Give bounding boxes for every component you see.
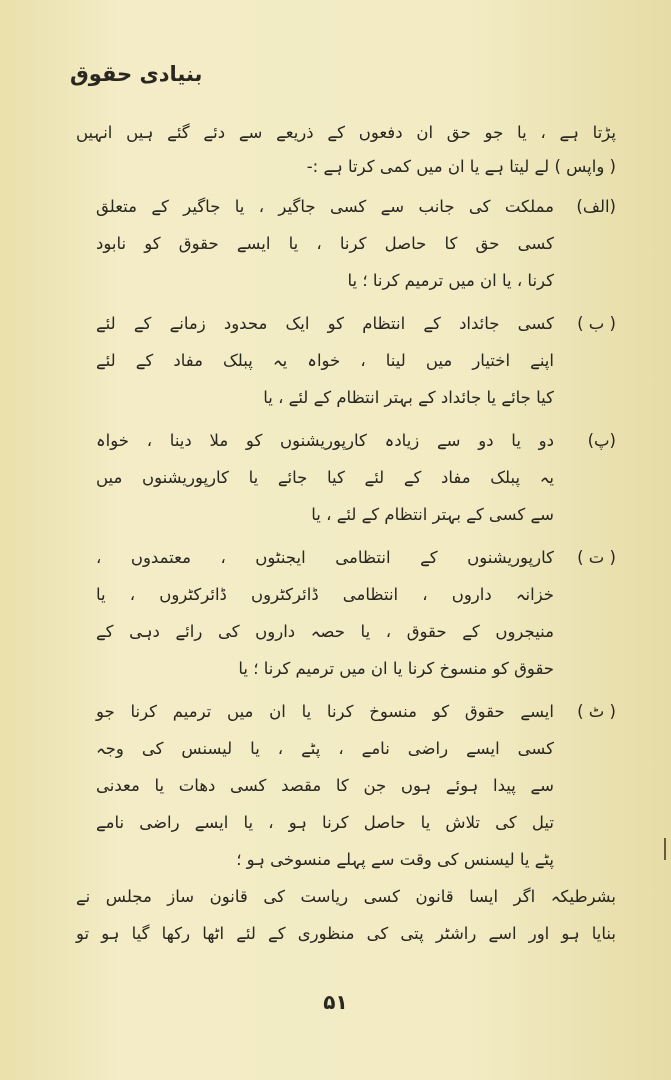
clause-line: مملکت کی جانب سے کسی جاگیر ، یا جاگیر کے متعلق: [96, 197, 554, 216]
clause-line: کسی جائداد کے انتظام کو ایک محدود زمانے کے لئے: [96, 314, 554, 333]
clause-line: کسی حق کا حاصل کرنا ، یا ایسے حقوق کو نابود: [96, 234, 554, 253]
clause-line: منیجروں کے حقوق ، یا حصہ داروں کی رائے دہی کے: [96, 622, 554, 641]
clause-line: اپنے اختیار میں لینا ، خواہ یہ پبلک مفاد کے لئے: [96, 351, 554, 370]
clause-marker: ( ٹ ): [577, 702, 616, 721]
clause-line: پٹے یا لیسنس کی وقت سے پہلے منسوخی ہو ؛: [236, 850, 554, 869]
clause-line: کارپوریشنوں کے انتظامی ایجنٹوں ، معتمدوں ،: [96, 548, 554, 567]
intro-paragraph: [76, 118, 616, 186]
clause-be: [76, 309, 616, 420]
margin-mark: [664, 838, 666, 860]
clause-line: سے کسی کے بہتر انتظام کے لئے ، یا: [311, 505, 554, 524]
clause-marker: ( ب ): [577, 314, 616, 333]
intro-line: ( واپس ) لے لیتا ہے یا ان میں کمی کرتا ہے :-: [306, 157, 616, 176]
intro-line: پڑتا ہے ، یا جو حق ان دفعوں کے ذریعے سے دئے گئے ہیں انہیں: [76, 123, 616, 142]
clause-marker: ( ت ): [577, 548, 616, 567]
clause-marker: (پ): [587, 431, 616, 450]
clause-line: سے پیدا ہوئے ہوں جن کا مقصد کسی دھات یا معدنی: [96, 776, 554, 795]
clause-line: کیا جائے یا جائداد کے بہتر انتظام کے لئے ، یا: [263, 388, 554, 407]
running-header: بنیادی حقوق: [70, 62, 203, 86]
proviso-line: بشرطیکہ اگر ایسا قانون کسی ریاست کی قانون ساز مجلس نے: [76, 887, 616, 906]
page-body: [76, 118, 616, 956]
clause-line: کسی ایسے راضی نامے ، پٹے ، یا لیسنس کی وجہ: [96, 739, 554, 758]
clause-line: یہ پبلک مفاد کے لئے کیا جائے یا کارپوریشنوں میں: [96, 468, 554, 487]
clause-line: ایسے حقوق کو منسوخ کرنا یا ان میں ترمیم کرنا جو: [96, 702, 554, 721]
proviso-paragraph: [76, 882, 616, 956]
proviso-line: بنایا ہو اور اسے راشٹر پتی کی منظوری کے لئے اٹھا رکھا گیا ہو تو: [76, 924, 616, 943]
clause-te: [76, 543, 616, 691]
clause-line: خزانہ داروں ، انتظامی ڈائرکٹروں ڈائرکٹروں ، یا: [96, 585, 554, 604]
page-number: ۵۱: [323, 990, 348, 1014]
clause-tte: [76, 697, 616, 882]
clause-line: دو یا دو سے زیادہ کارپوریشنوں کو ملا دینا ، خواہ: [96, 431, 554, 450]
clause-line: کرنا ، یا ان میں ترمیم کرنا ؛ یا: [347, 271, 554, 290]
clause-line: حقوق کو منسوخ کرنا یا ان میں ترمیم کرنا ؛ یا: [238, 659, 554, 678]
clause-line: تیل کی تلاش یا حاصل کرنا ہو ، یا ایسے راضی نامے: [96, 813, 554, 832]
clause-pe: [76, 426, 616, 537]
clause-marker: (الف): [576, 197, 616, 216]
clause-alif: [76, 192, 616, 303]
